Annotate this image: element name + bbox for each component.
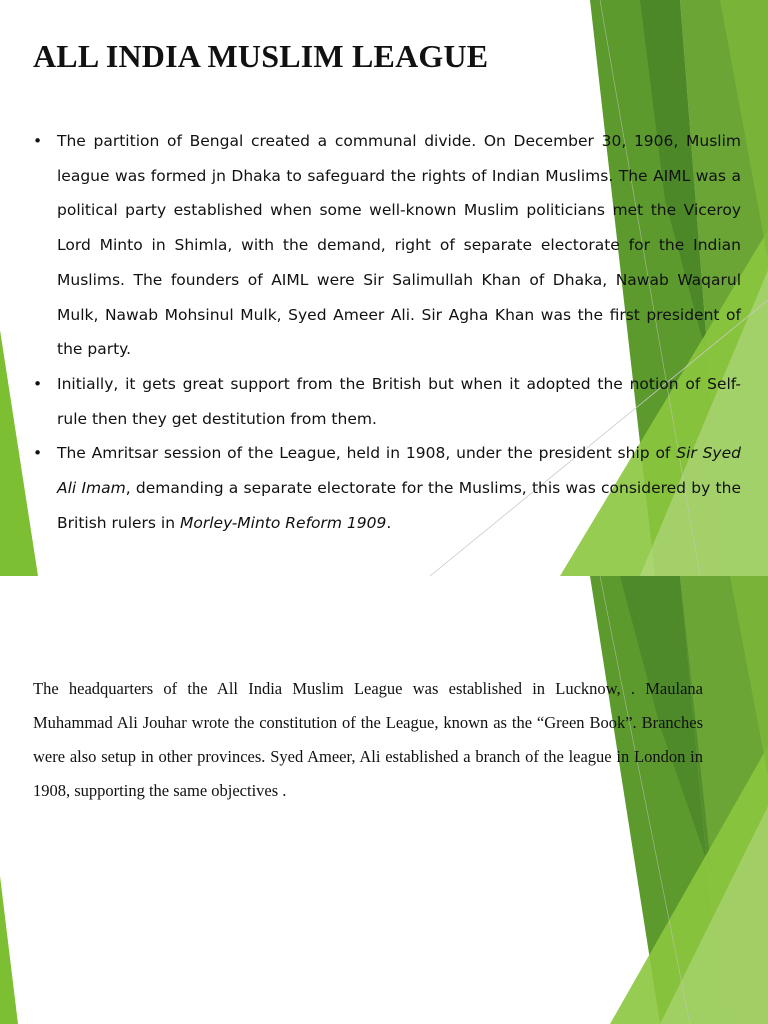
bullet-text: The Amritsar session of the League, held in 1908, under the president ship of	[57, 444, 677, 463]
bullet-marker: •	[33, 374, 43, 393]
slide-title: ALL INDIA MUSLIM LEAGUE	[33, 38, 489, 74]
bullet-item	[33, 367, 741, 436]
bullet-text: .	[386, 513, 392, 532]
italic-reform: Morley-Minto Reform 1909	[180, 513, 387, 532]
italic-name: Sir Syed Ali Imam	[57, 444, 741, 498]
bullet-item	[33, 124, 741, 367]
bullet-list	[33, 124, 741, 540]
bullet-item	[33, 436, 741, 540]
slide-2	[0, 576, 768, 1024]
bullet-marker: •	[33, 132, 43, 150]
bullet-text: , demanding a separate electorate for the Muslims, this was considered by the British rulers in	[57, 479, 741, 532]
body-paragraph: The headquarters of the All India Muslim League was established in Lucknow, . Maulana Muhammad Ali Jouhar wrote the constitution of the League, known as the “Green Book”. Branches were also setup in other provinces. Syed Ameer, Ali established a branch of the league in London in 1908, supporting the same objectives .	[33, 679, 703, 800]
bullet-marker: •	[33, 444, 43, 463]
bullet-text: The partition of Bengal created a communal divide. On December 30, 1906, Muslim league was formed jn Dhaka to safeguard the rights of Indian Muslims. The AIML was a political party established when some well-known Muslim politicians met the Viceroy Lord Minto in Shimla, with the demand, right of separate electorate for the Indian Muslims. The founders of AIML were Sir Salimullah Khan of Dhaka, Nawab Waqarul Mulk, Nawab Mohsinul Mulk, Syed Ameer Ali. Sir Agha Khan was the first president of the party.	[57, 132, 741, 359]
bullet-text: Initially, it gets great support from the British but when it adopted the notion of Self-rule then they get destitution from them.	[57, 374, 741, 428]
